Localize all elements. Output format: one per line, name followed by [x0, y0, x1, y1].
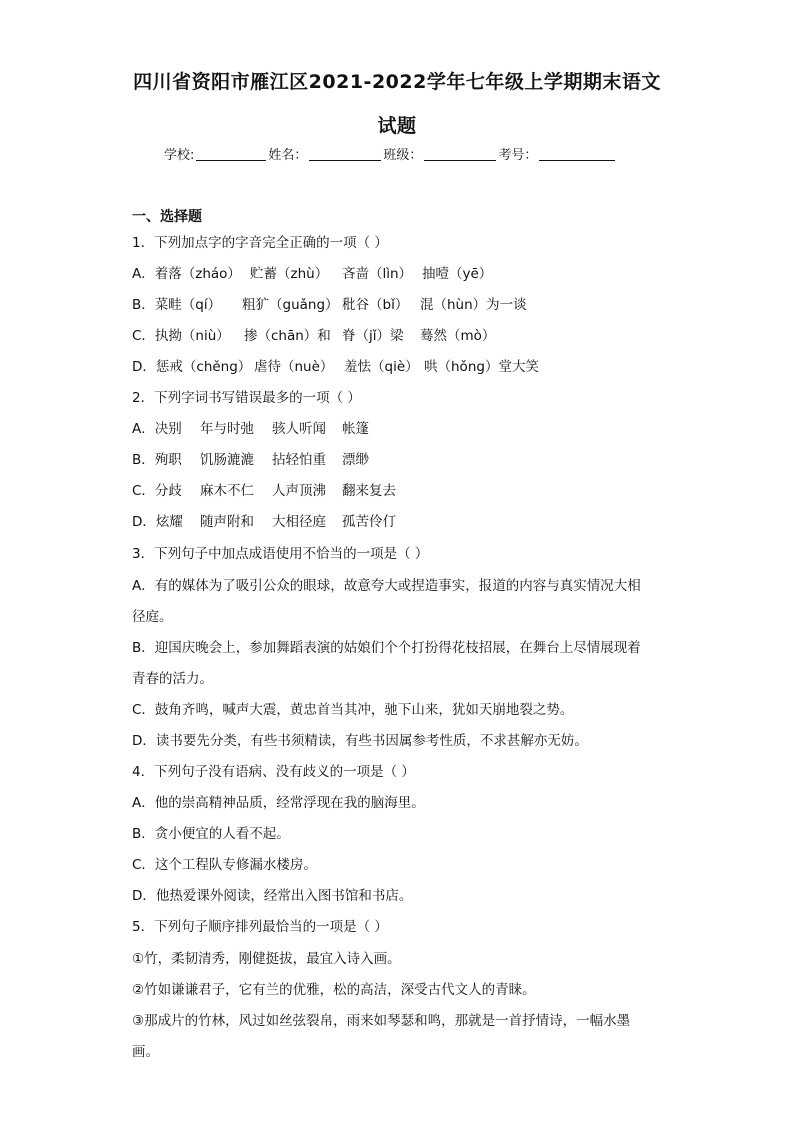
q2-option-d: D．炫耀 随声附和 大相径庭 孤苦伶仃 — [132, 514, 396, 530]
q5-sentence-3-line1: ③那成片的竹林，风过如丝弦裂帛，雨来如琴瑟和鸣，那就是一首抒情诗，一幅水墨 — [132, 1013, 631, 1029]
exam-no-label: 考号： — [498, 148, 538, 163]
q1-option-d: D．惩戒（chěng） 虐待（nuè） 羞怯（qiè） 哄（hǒng）堂大笑 — [132, 359, 539, 375]
q3-option-a-line2: 径庭。 — [132, 609, 173, 625]
q1-stem: 1．下列加点字的字音完全正确的一项（ ） — [132, 235, 388, 251]
section-heading: 一、选择题 — [132, 209, 202, 225]
exam-no-blank[interactable] — [539, 146, 615, 161]
school-label: 学校: — [164, 148, 195, 163]
q2-stem: 2．下列字词书写错误最多的一项（ ） — [132, 390, 361, 406]
q2-option-b: B．殉职 饥肠漉漉 拈轻怕重 漂缈 — [132, 452, 369, 468]
student-info-row — [164, 144, 617, 163]
q3-option-d: D．读书要先分类，有些书须精读，有些书因属参考性质，不求甚解亦无妨。 — [132, 733, 588, 749]
q4-option-c: C．这个工程队专修漏水楼房。 — [132, 857, 317, 873]
q4-option-a: A．他的崇高精神品质，经常浮现在我的脑海里。 — [132, 795, 425, 811]
q1-option-c: C．执拗（niù） 掺（chān）和 脊（jǐ）梁 蓦然（mò） — [132, 328, 496, 344]
q3-stem: 3．下列句子中加点成语使用不恰当的一项是（ ） — [132, 546, 429, 562]
exam-title-line2: 试题 — [377, 115, 417, 137]
q3-option-a-line1: A．有的媒体为了吸引公众的眼球，故意夸大或捏造事实，报道的内容与真实情况大相 — [132, 578, 641, 594]
name-blank[interactable] — [309, 146, 381, 161]
q5-sentence-2: ②竹如谦谦君子，它有兰的优雅，松的高洁，深受古代文人的青睐。 — [132, 982, 536, 998]
q2-option-c: C．分歧 麻木不仁 人声顶沸 翻来复去 — [132, 483, 396, 499]
q3-option-b-line2: 青春的活力。 — [132, 671, 213, 687]
q4-option-b: B．贪小便宜的人看不起。 — [132, 826, 290, 842]
q1-option-a: A．着落（zháo） 贮蓄（zhù） 吝啬（lìn） 抽噎（yē） — [132, 266, 493, 282]
school-blank[interactable] — [196, 146, 266, 161]
q5-stem: 5．下列句子顺序排列最恰当的一项是（ ） — [132, 919, 388, 935]
exam-title-line1: 四川省资阳市雁江区2021-2022学年七年级上学期期末语文 — [133, 71, 661, 93]
name-label: 姓名： — [268, 148, 308, 163]
q4-option-d: D．他热爱课外阅读，经常出入图书馆和书店。 — [132, 888, 413, 904]
q1-option-b: B．菜畦（qí） 粗犷（guǎng） 秕谷（bǐ） 混（hùn）为一谈 — [132, 297, 527, 313]
q4-stem: 4．下列句子没有语病、没有歧义的一项是（ ） — [132, 764, 415, 780]
class-blank[interactable] — [424, 146, 496, 161]
q5-sentence-1: ①竹，柔韧清秀，刚健挺拔，最宜入诗入画。 — [132, 951, 401, 967]
q3-option-b-line1: B．迎国庆晚会上，参加舞蹈表演的姑娘们个个打扮得花枝招展，在舞台上尽情展现着 — [132, 640, 641, 656]
class-label: 班级： — [383, 148, 423, 163]
q5-sentence-3-line2: 画。 — [132, 1044, 159, 1060]
q2-option-a: A．决别 年与时弛 骇人听闻 帐篷 — [132, 421, 369, 437]
q3-option-c: C．鼓角齐鸣，喊声大震，黄忠首当其冲，驰下山来，犹如天崩地裂之势。 — [132, 702, 574, 718]
